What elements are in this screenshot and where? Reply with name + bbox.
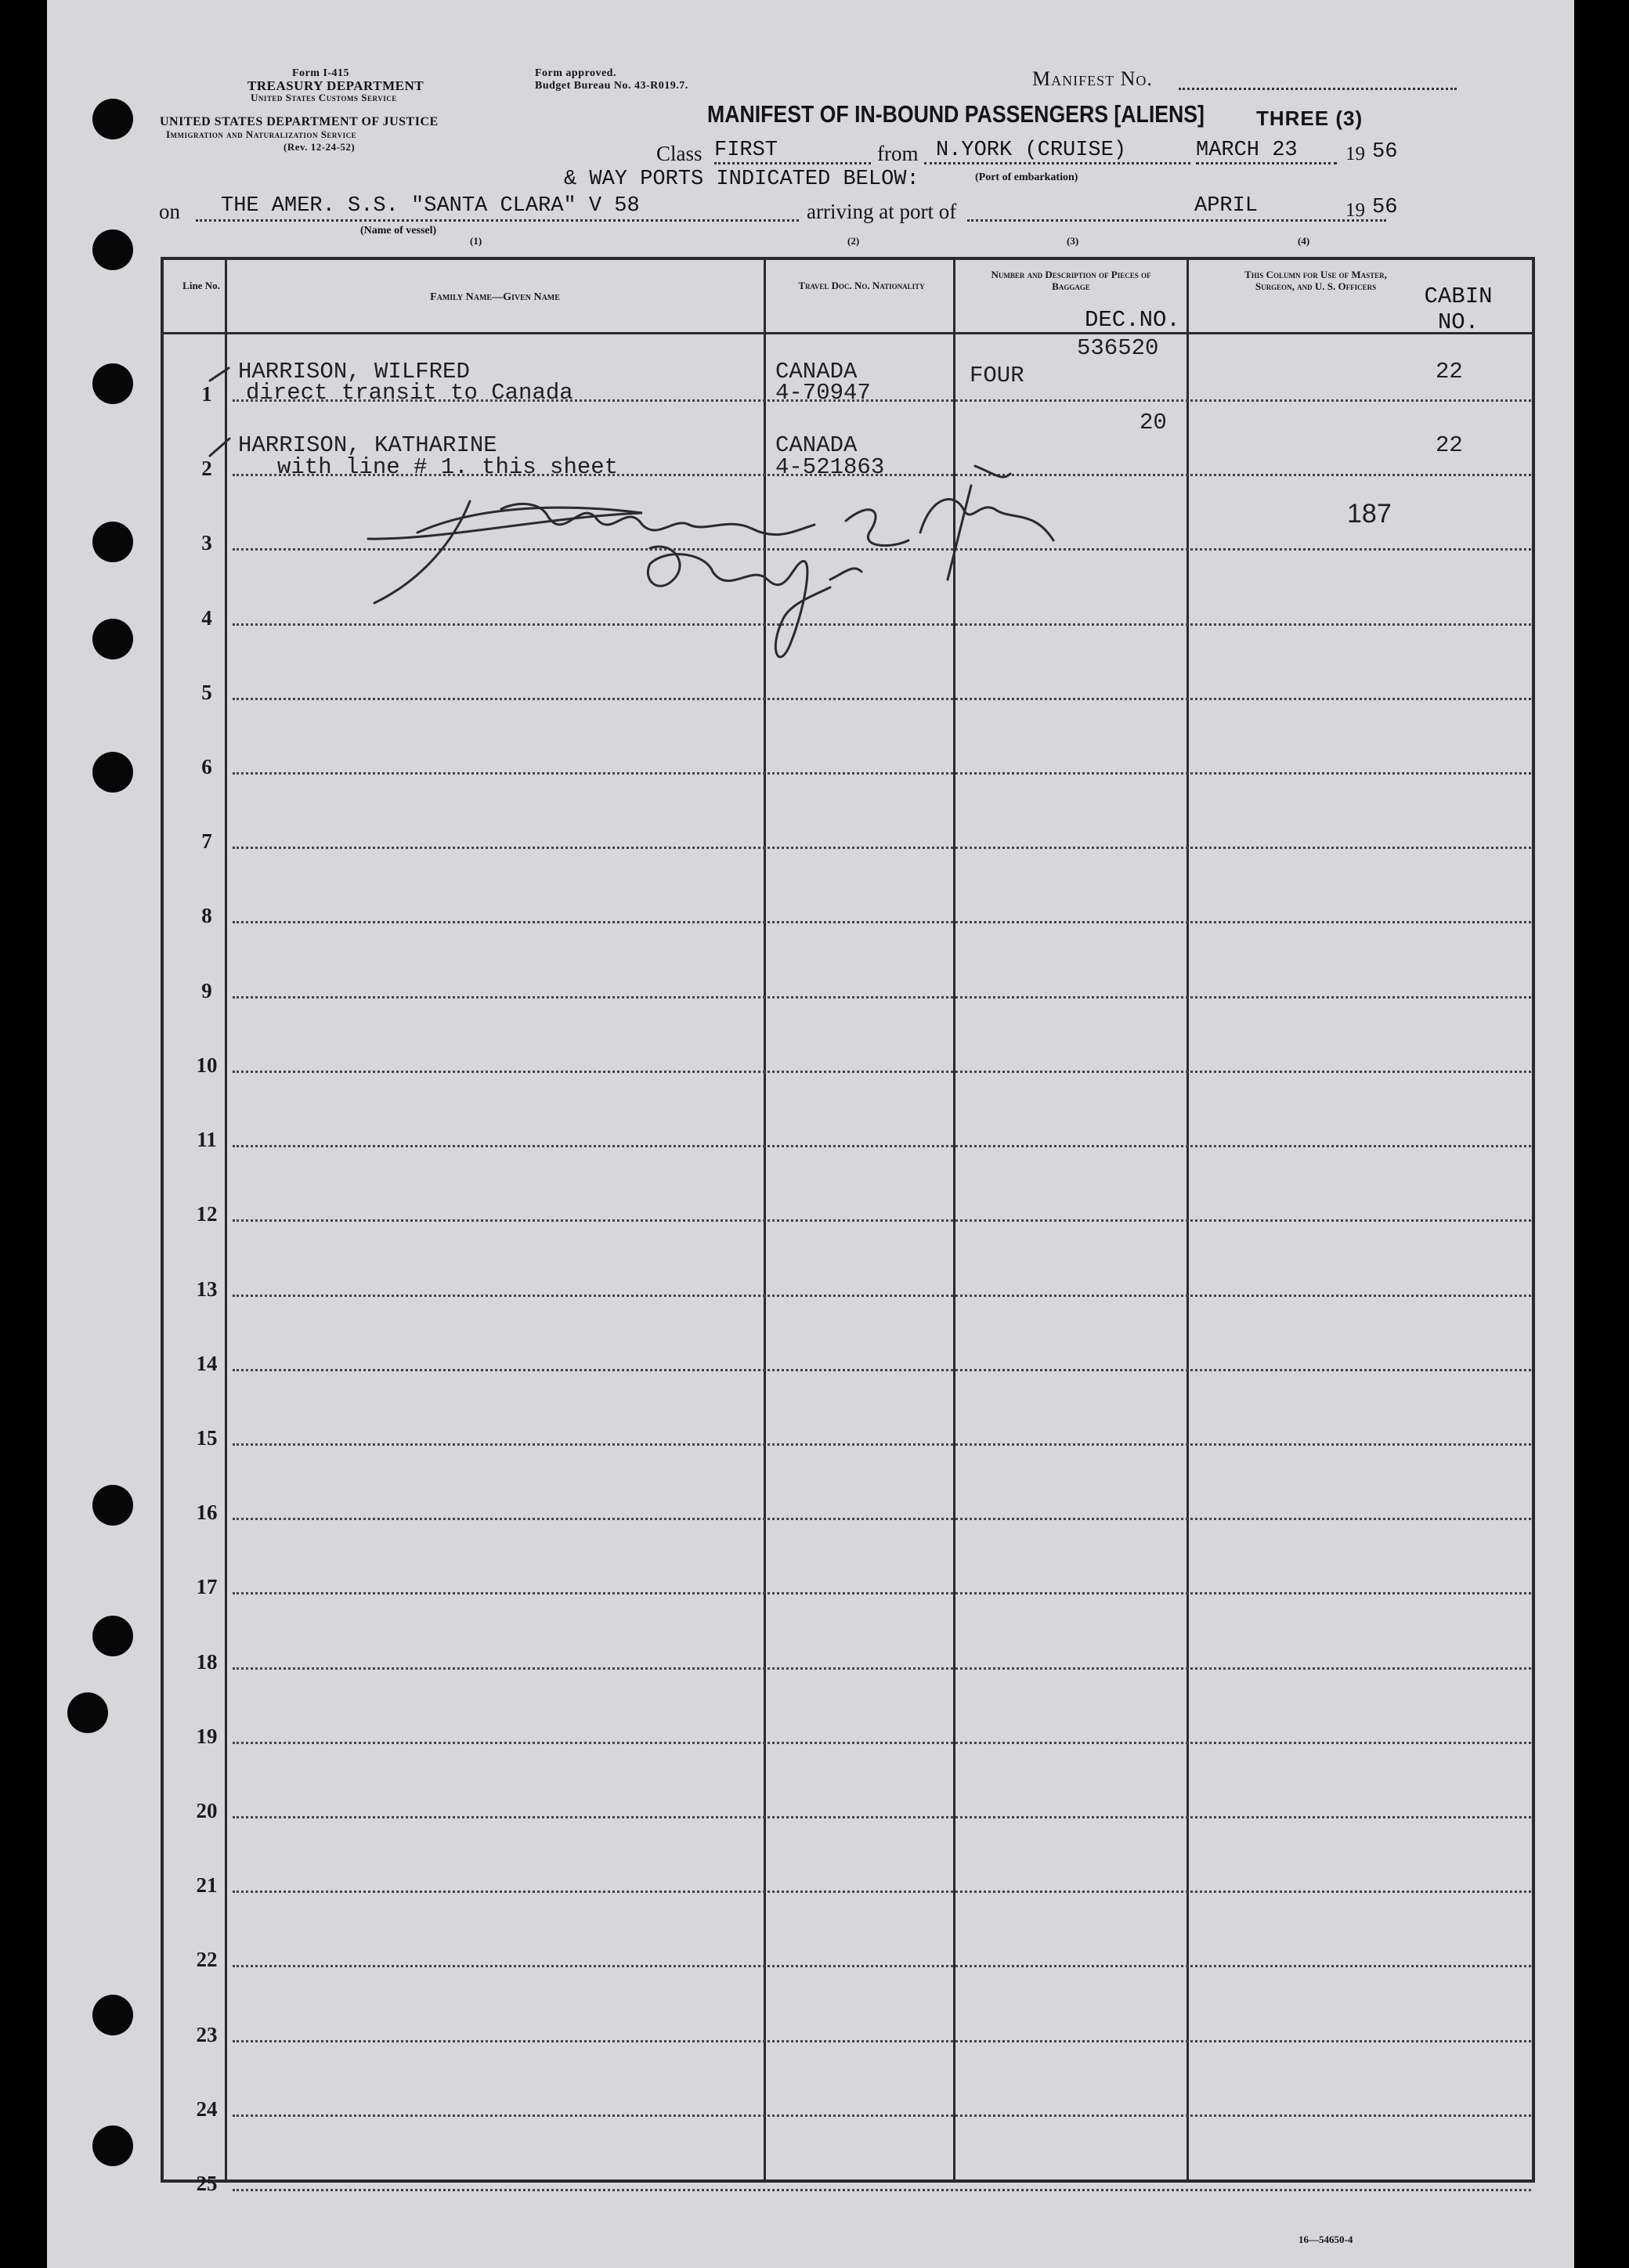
- revision-date: (Rev. 12-24-52): [284, 141, 356, 153]
- sheet-number: THREE (3): [1256, 107, 1364, 130]
- line-number: 6: [201, 755, 212, 779]
- col-num-1: (1): [470, 235, 482, 247]
- way-ports: & WAY PORTS INDICATED BELOW:: [564, 168, 919, 191]
- entry-2-name: HARRISON, KATHARINE: [238, 432, 497, 458]
- header-baggage: Number and Description of Pieces of Baggage: [991, 269, 1151, 292]
- header-dec-no: DEC.NO.: [1085, 307, 1180, 333]
- arrival-year-prefix: 19: [1345, 200, 1365, 221]
- entry-2-cabin: 22: [1436, 432, 1463, 458]
- entry-2-doc: 4-521863: [775, 454, 885, 480]
- entry-2-note: with line # 1. this sheet: [277, 454, 619, 480]
- entry-1-dec-no: 536520: [1077, 335, 1159, 361]
- header-family-name: Family Name—Given Name: [430, 291, 560, 303]
- arriving-label: arriving at port of: [807, 200, 957, 223]
- col-num-3: (3): [1067, 235, 1079, 247]
- budget-bureau: Budget Bureau No. 43-R019.7.: [535, 80, 688, 92]
- from-label: from: [877, 142, 919, 165]
- line-number: 3: [201, 531, 212, 555]
- line-number: 4: [201, 605, 212, 630]
- entry-1-doc: 4-70947: [775, 380, 871, 406]
- line-number: 18: [196, 1649, 218, 1674]
- col-num-4: (4): [1298, 235, 1310, 247]
- line-number: 16: [196, 1501, 218, 1525]
- line-number: 25: [196, 2172, 218, 2195]
- header-line-no: Line No.: [182, 280, 220, 291]
- line-number: 15: [196, 1425, 218, 1450]
- treasury-department: TREASURY DEPARTMENT: [247, 78, 424, 93]
- manifest-no-label: Manifest No.: [1032, 67, 1153, 90]
- line-number: 11: [197, 1128, 217, 1152]
- port-embarkation-caption: (Port of embarkation): [975, 172, 1078, 183]
- year-value: 56: [1372, 140, 1398, 164]
- col-num-2: (2): [847, 235, 860, 247]
- footer-code: 16—54650-4: [1299, 2234, 1353, 2245]
- line-number: 10: [196, 1053, 218, 1077]
- customs-service: United States Customs Service: [251, 92, 397, 103]
- entry-1-nationality: CANADA: [775, 359, 858, 385]
- vessel-name: THE AMER. S.S. "SANTA CLARA" V 58: [221, 194, 640, 218]
- line-number: 22: [196, 1948, 218, 1972]
- ins-service: Immigration and Naturalization Service: [166, 128, 357, 140]
- header-travel-doc: Travel Doc. No. Nationality: [798, 280, 925, 291]
- entry-1-note: direct transit to Canada: [246, 380, 573, 406]
- from-value: N.YORK (CRUISE): [936, 139, 1127, 162]
- entry-1-name: HARRISON, WILFRED: [238, 359, 470, 385]
- line-number: 20: [196, 1798, 218, 1822]
- entry-2-nationality: CANADA: [775, 432, 858, 458]
- class-label: Class: [656, 142, 703, 165]
- department-of-justice: UNITED STATES DEPARTMENT OF JUSTICE: [160, 115, 439, 128]
- arrival-month: APRIL: [1194, 194, 1259, 218]
- line-number: 19: [196, 1724, 218, 1748]
- line-number: 2: [201, 457, 212, 481]
- entry-2-dec-no: 20: [1140, 410, 1167, 435]
- line-number: 9: [201, 978, 212, 1002]
- line-number: 17: [196, 1575, 218, 1599]
- line-number: 1: [201, 382, 212, 406]
- entry-1-baggage: FOUR: [970, 363, 1024, 388]
- line-number: 23: [196, 2022, 218, 2046]
- arrival-year: 56: [1372, 196, 1398, 219]
- form-number: Form I-415: [292, 67, 350, 79]
- class-value: FIRST: [714, 139, 778, 162]
- line-number: 24: [196, 2096, 218, 2121]
- line-number: 13: [196, 1277, 218, 1301]
- vessel-caption: (Name of vessel): [360, 225, 437, 237]
- year-prefix: 19: [1345, 143, 1365, 164]
- line-number: 8: [201, 904, 212, 928]
- on-label: on: [159, 200, 180, 223]
- header-cabin: CABIN NO.: [1424, 284, 1493, 336]
- entry-1-cabin: 22: [1436, 359, 1463, 385]
- line-number: 14: [196, 1351, 218, 1375]
- manifest-title: MANIFEST OF IN-BOUND PASSENGERS [ALIENS]: [707, 100, 1205, 128]
- line-number: 5: [201, 680, 212, 704]
- line-number: 7: [201, 829, 212, 854]
- line-number: 12: [196, 1202, 218, 1226]
- line-3-mark: 187: [1347, 499, 1392, 529]
- line-number: 21: [196, 1873, 218, 1898]
- date-value: MARCH 23: [1196, 139, 1298, 162]
- form-approved: Form approved.: [535, 67, 616, 79]
- header-officers: This Column for Use of Master, Surgeon, and U. S. Officers: [1244, 269, 1387, 292]
